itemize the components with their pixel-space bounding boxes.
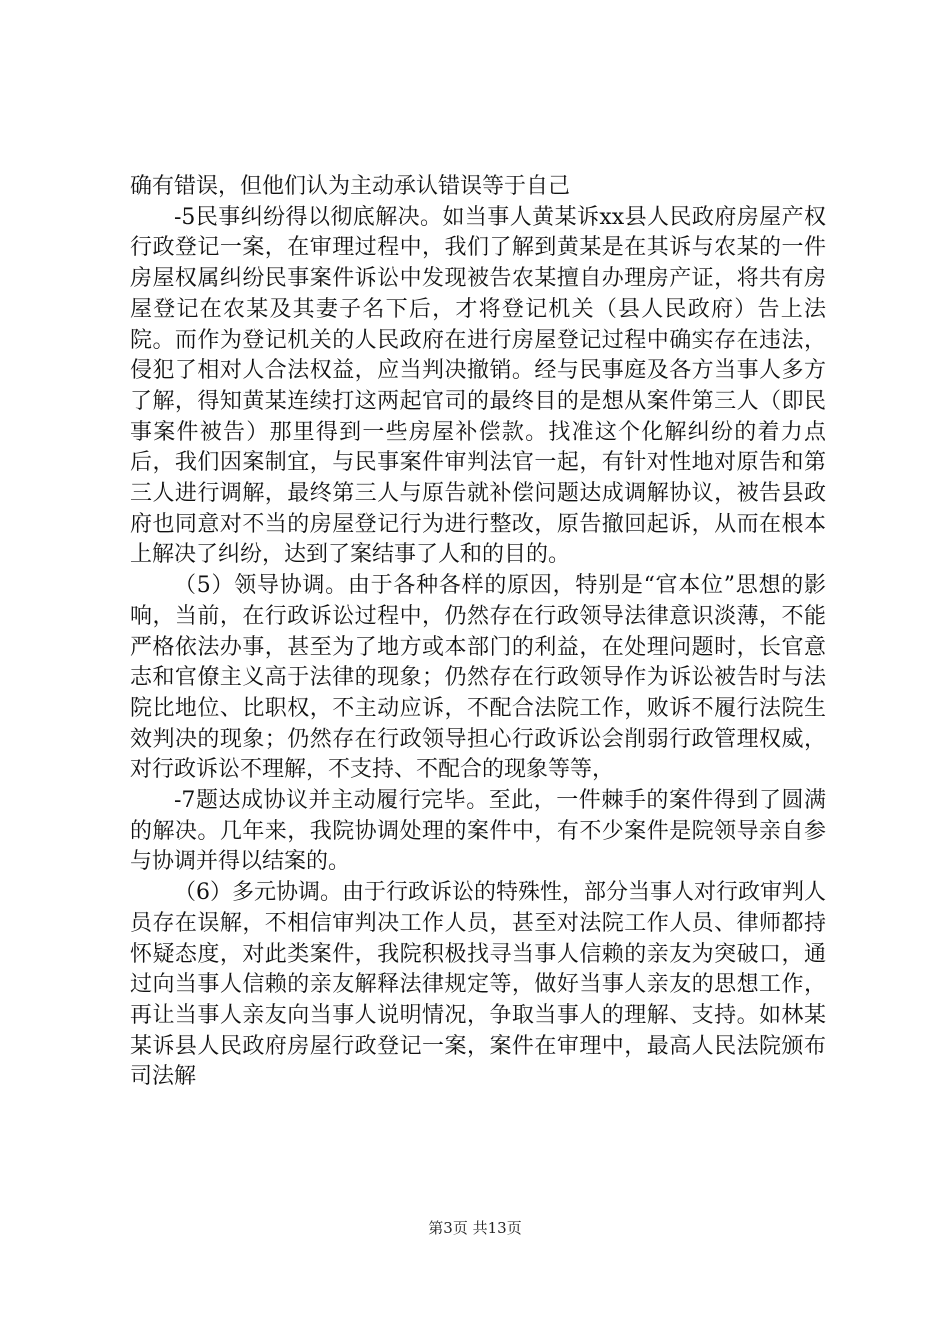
- paragraph-5: （6）多元协调。由于行政诉讼的特殊性，部分当事人对行政审判人员存在误解，不相信审判决工作人员，甚至对法院工作人员、律师都持怀疑态度，对此类案件，我院积极找寻当事人信赖的亲友为突破口，通过向当事人信赖的亲友解释法律规定等，做好当事人亲友的思想工作，再让当事人亲友向当事人说明情况，争取当事人的理解、支持。如林某某诉县人民政府房屋行政登记一案，案件在审理中，最高人民法院颁布司法解: [130, 880, 826, 1090]
- paragraph-1: 确有错误，但他们认为主动承认错误等于自己: [130, 174, 571, 199]
- paragraph-4: -7题达成协议并主动履行完毕。至此，一件棘手的案件得到了圆满的解决。几年来，我院协调处理的案件中，有不少案件是院领导亲自参与协调并得以结案的。: [130, 788, 826, 875]
- paragraph-3: （5）领导协调。由于各种各样的原因，特别是“官本位”思想的影响，当前，在行政诉讼过程中，仍然存在行政领导法律意识淡薄，不能严格依法办事，甚至为了地方或本部门的利益，在处理问题时，长官意志和官僚主义高于法律的现象；仍然存在行政领导作为诉讼被告时与法院比地位、比职权，不主动应诉，不配合法院工作，败诉不履行法院生效判决的现象；仍然存在行政领导担心行政诉讼会削弱行政管理权威，对行政诉讼不理解，不支持、不配合的现象等等，: [130, 573, 826, 783]
- paragraph-2: -5民事纠纷得以彻底解决。如当事人黄某诉xx县人民政府房屋产权行政登记一案，在审理过程中，我们了解到黄某是在其诉与农某的一件房屋权属纠纷民事案件诉讼中发现被告农某擅自办理房产证，将共有房屋登记在农某及其妻子名下后，才将登记机关（县人民政府）告上法院。而作为登记机关的人民政府在进行房屋登记过程中确实存在违法，侵犯了相对人合法权益，应当判决撤销。经与民事庭及各方当事人多方了解，得知黄某连续打这两起官司的最终目的是想从案件第三人（即民事案件被告）那里得到一些房屋补偿款。找准这个化解纠纷的着力点后，我们因案制宜，与民事案件审判法官一起，有针对性地对原告和第三人进行调解，最终第三人与原告就补偿问题达成调解协议，被告县政府也同意对不当的房屋登记行为进行整改，原告撤回起诉，从而在根本上解决了纠纷，达到了案结事了人和的目的。: [130, 204, 826, 568]
- document-body: [130, 172, 826, 1093]
- page-number-footer: 第3页 共13页: [428, 1219, 522, 1237]
